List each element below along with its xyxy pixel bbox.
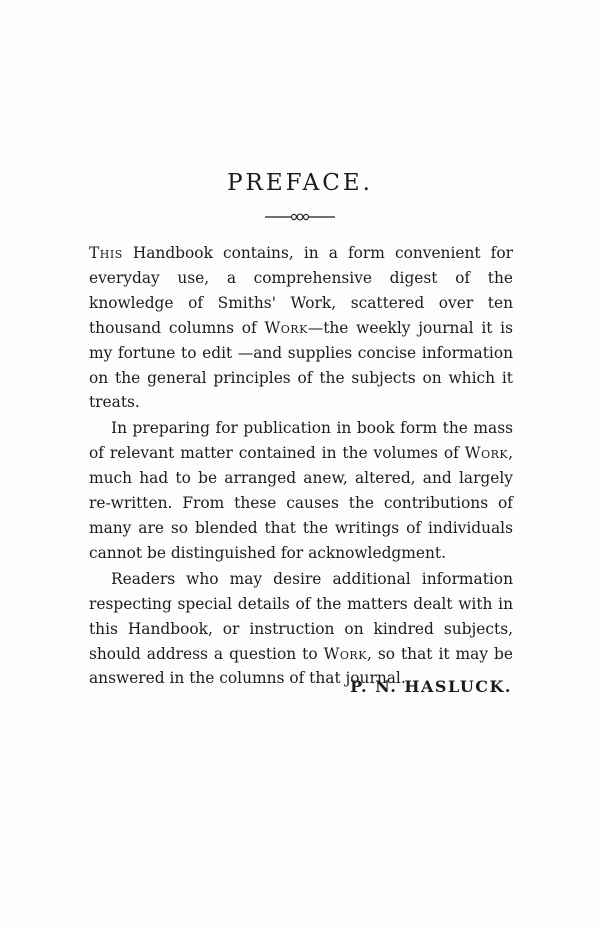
preface-title: PREFACE. <box>227 170 373 196</box>
paragraph-1-lead: This <box>89 244 123 262</box>
paragraph-3-text-end: , so that it may be answered in the columns of that journal. <box>89 644 513 688</box>
paragraph-3-text: Readers who may desire additional information respecting special details of the matters dealt with in this Handbook, or instruction on kindred subjects, should address a question to <box>89 569 513 663</box>
signature: P. N. HASLUCK. <box>350 677 512 696</box>
paragraph-1 <box>89 241 513 415</box>
paragraph-1-text: Handbook contains, in a form convenient for everyday use, a comprehensive digest of the knowledge of Smiths' Work, scattered over ten thousand columns of <box>89 244 513 337</box>
paragraph-1-text-end: —the weekly journal it is my fortune to edit —and supplies concise information on the general principles of the subjects on which it treats. <box>89 318 513 412</box>
paragraph-2 <box>89 416 513 565</box>
paragraph-2-text-end: , much had to be arranged anew, altered, and largely re-written. From these causes the contributions of many are so blended that the writings of individuals cannot be distinguished for acknowledgment. <box>89 444 513 562</box>
ornament-divider-icon <box>265 212 335 222</box>
journal-name: Work <box>264 318 308 337</box>
paragraph-2-text: In preparing for publication in book form the mass of relevant matter contained in the volumes of <box>89 419 513 463</box>
preface-body <box>89 241 513 691</box>
journal-name: Work <box>323 644 367 663</box>
journal-name: Work <box>464 444 509 463</box>
paragraph-3 <box>89 567 513 692</box>
